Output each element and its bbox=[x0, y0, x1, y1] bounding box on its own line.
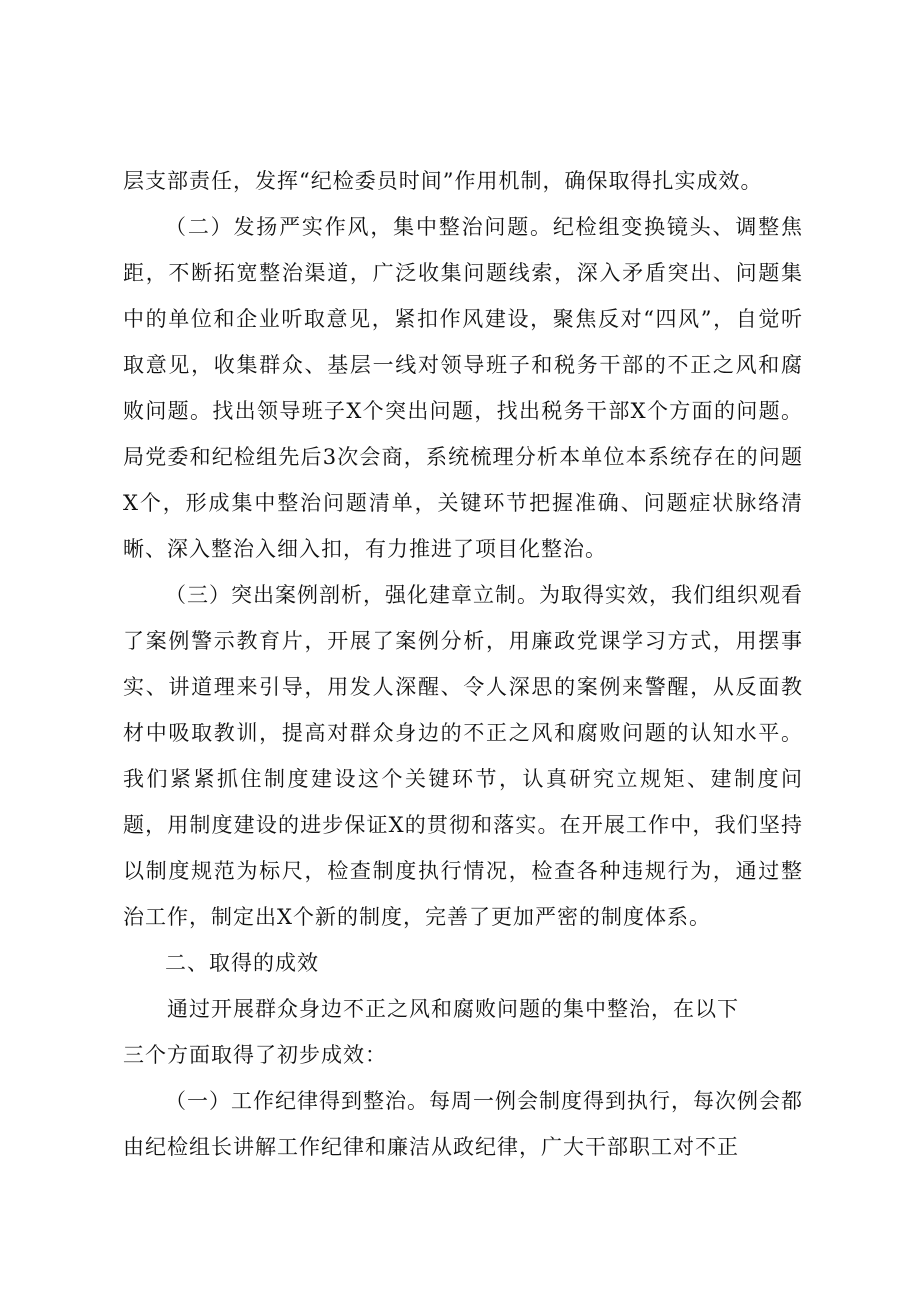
paragraph-section-2: （二）发扬严实作风，集中整治问题。纪检组变换镜头、调整焦距，不断拓宽整治渠道，广泛收集问题线索，深入矛盾突出、问题集中的单位和企业听取意见，紧扣作风建设，聚焦反对“四风”，自觉听取意见，收集群众、基层一线对领导班子和税务干部的不正之风和腐败问题。找出领导班子X个突出问题，找出税务干部X个方面的问题。局党委和纪检组先后3次会商，系统梳理分析本单位本系统存在的问题X个，形成集中整治问题清单，关键环节把握准确、问题症状脉络清晰、深入整治入细入扣，有力推进了项目化整治。 bbox=[123, 215, 803, 561]
paragraph-result-1: （一）工作纪律得到整治。每周一例会制度得到执行，每次例会都由纪检组长讲解工作纪律和廉洁从政纪律，广大干部职工对不正 bbox=[123, 1089, 803, 1159]
paragraph-section-3: （三）突出案例剖析，强化建章立制。为取得实效，我们组织观看了案例警示教育片，开展了案例分析，用廉政党课学习方式，用摆事实、讲道理来引导，用发人深醒、令人深思的案例来警醒，从反面教材中吸取教训，提高对群众身边的不正之风和腐败问题的认知水平。我们紧紧抓住制度建设这个关键环节，认真研究立规矩、建制度问题，用制度建设的进步保证X的贯彻和落实。在开展工作中，我们坚持以制度规范为标尺，检查制度执行情况，检查各种违规行为，通过整治工作，制定出X个新的制度，完善了更加严密的制度体系。 bbox=[123, 583, 803, 929]
paragraph-continuation: 层支部责任，发挥“纪检委员时间”作用机制，确保取得扎实成效。 bbox=[123, 169, 763, 193]
document-body bbox=[123, 158, 803, 1170]
paragraph-results-intro bbox=[123, 986, 803, 1078]
paragraph-results-intro-line-1: 通过开展群众身边不正之风和腐败问题的集中整治，在以下 bbox=[123, 997, 739, 1021]
section-heading-results: 二、取得的成效 bbox=[165, 951, 319, 975]
paragraph-results-intro-line-2: 三个方面取得了初步成效： bbox=[123, 1043, 387, 1067]
